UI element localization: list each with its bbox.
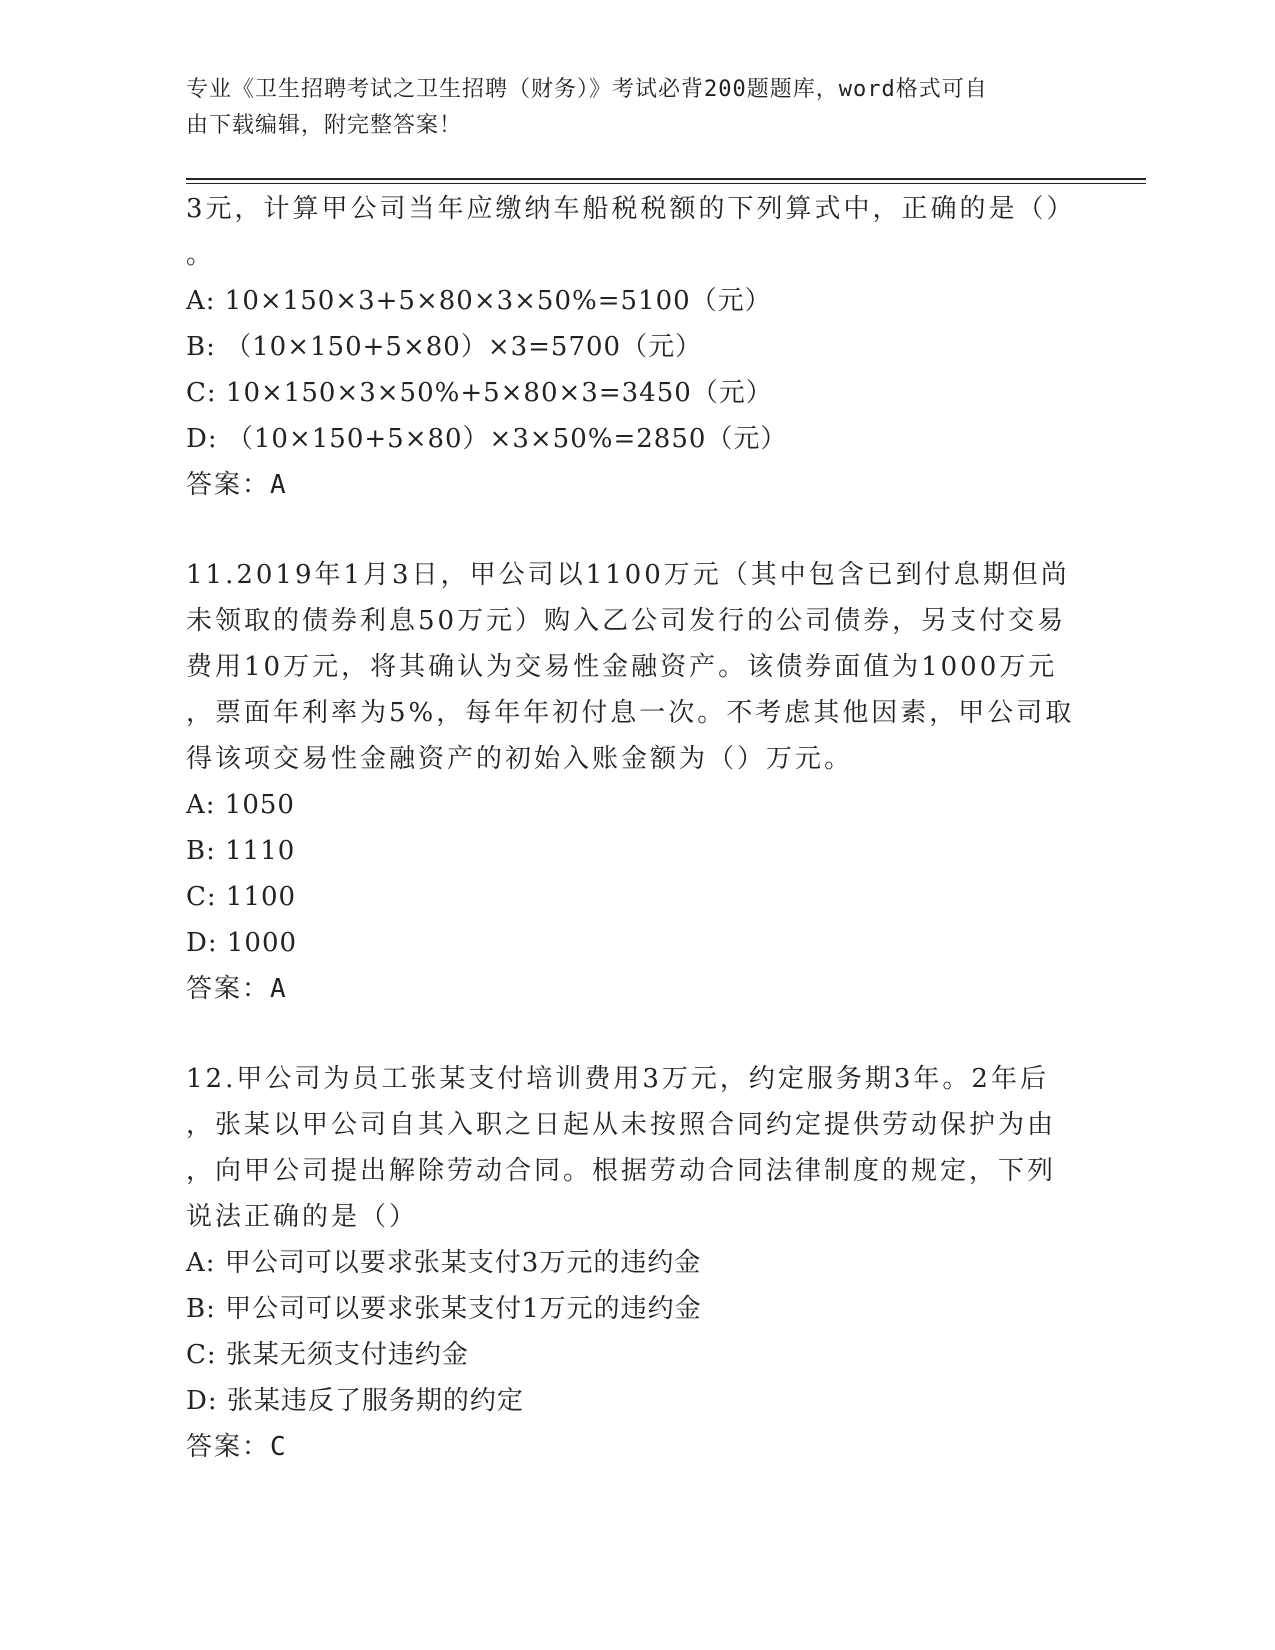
question-stem-line: 未领取的债券利息50万元）购入乙公司发行的公司债券，另支付交易 bbox=[186, 606, 1067, 636]
answer-label: 答案： bbox=[186, 1432, 271, 1462]
question-stem-line: 费用10万元，将其确认为交易性金融资产。该债券面值为1000万元 bbox=[186, 652, 1058, 682]
answer-value: C bbox=[270, 1432, 288, 1462]
page-header bbox=[186, 72, 1066, 144]
answer-line bbox=[186, 966, 1086, 1012]
option-c: C: 10×150×3×50%+5×80×3=3450（元） bbox=[186, 378, 773, 408]
question-stem-line: 得该项交易性金融资产的初始入账金额为（）万元。 bbox=[186, 744, 854, 774]
answer-line bbox=[186, 1424, 1086, 1470]
question-11 bbox=[186, 552, 1086, 1012]
option-d: D: 1000 bbox=[186, 928, 298, 958]
header-divider-thick bbox=[186, 178, 1146, 180]
answer-line bbox=[186, 462, 1086, 508]
option-a: A: 甲公司可以要求张某支付3万元的违约金 bbox=[186, 1248, 702, 1278]
option-b: B: （10×150+5×80）×3=5700（元） bbox=[186, 332, 703, 362]
option-a: A: 1050 bbox=[186, 790, 295, 820]
question-stem-line: ，向甲公司提出解除劳动合同。根据劳动合同法律制度的规定，下列 bbox=[186, 1156, 1057, 1186]
answer-value: A bbox=[270, 974, 288, 1004]
question-stem-line: 12.甲公司为员工张某支付培训费用3万元，约定服务期3年。2年后 bbox=[186, 1064, 1049, 1094]
question-10 bbox=[186, 186, 1086, 508]
header-divider-thin bbox=[186, 183, 1146, 184]
answer-value: A bbox=[270, 470, 288, 500]
question-stem-line: ，票面年利率为5%，每年年初付息一次。不考虑其他因素，甲公司取 bbox=[186, 698, 1075, 728]
option-d: D: （10×150+5×80）×3×50%=2850（元） bbox=[186, 424, 788, 454]
question-stem-line: 11.2019年1月3日，甲公司以1100万元（其中包含已到付息期但尚 bbox=[186, 560, 1070, 590]
option-b: B: 甲公司可以要求张某支付1万元的违约金 bbox=[186, 1294, 702, 1324]
option-d: D: 张某违反了服务期的约定 bbox=[186, 1386, 524, 1416]
question-stem-line: 说法正确的是（） bbox=[186, 1202, 419, 1232]
option-c: C: 张某无须支付违约金 bbox=[186, 1340, 469, 1370]
question-stem-line: 。 bbox=[186, 240, 216, 270]
option-a: A: 10×150×3+5×80×3×50%=5100（元） bbox=[186, 286, 772, 316]
question-stem-line: ，张某以甲公司自其入职之日起从未按照合同约定提供劳动保护为由 bbox=[186, 1110, 1057, 1140]
header-line-1: 专业《卫生招聘考试之卫生招聘（财务）》考试必背200题题库，word格式可自 bbox=[186, 77, 988, 102]
header-line-2: 由下载编辑，附完整答案！ bbox=[186, 113, 463, 138]
answer-label: 答案： bbox=[186, 974, 271, 1004]
answer-label: 答案： bbox=[186, 470, 271, 500]
option-b: B: 1110 bbox=[186, 836, 296, 866]
question-content bbox=[186, 186, 1086, 1470]
question-12 bbox=[186, 1056, 1086, 1470]
question-stem-line: 3元，计算甲公司当年应缴纳车船税税额的下列算式中，正确的是（） bbox=[186, 194, 1076, 224]
option-c: C: 1100 bbox=[186, 882, 297, 912]
